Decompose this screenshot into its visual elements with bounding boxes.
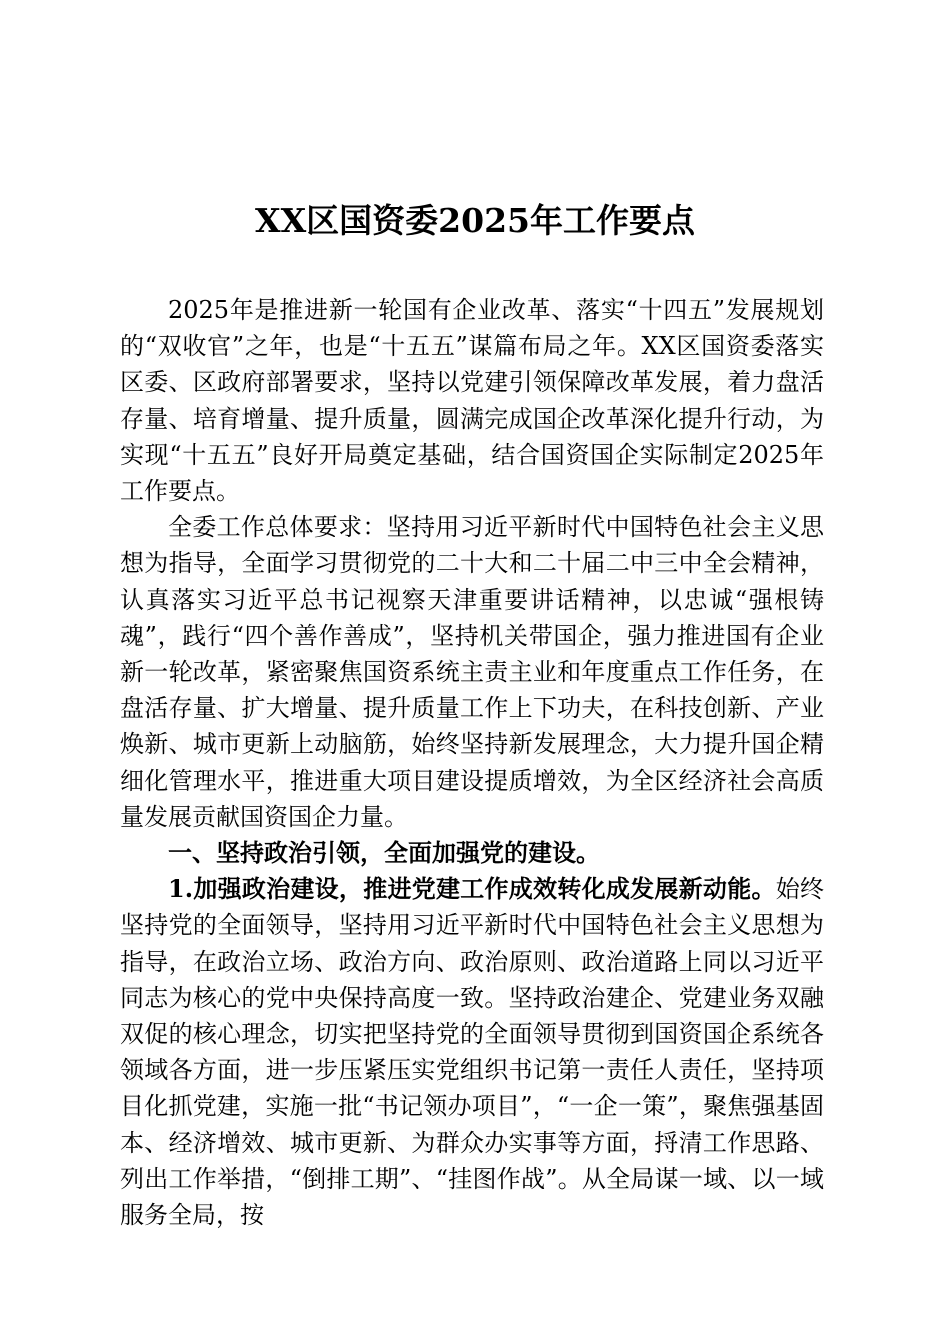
- document-body: [120, 292, 824, 1233]
- intro-paragraph: 2025年是推进新一轮国有企业改革、落实“十四五”发展规划的“双收官”之年，也是“十五五”谋篇布局之年。XX区国资委落实区委、区政府部署要求，坚持以党建引领保障改革发展，着力盘活存量、培育增量、提升质量，圆满完成国企改革深化提升行动，为实现“十五五”良好开局奠定基础，结合国资国企实际制定2025年工作要点。: [120, 296, 824, 506]
- general-requirements-paragraph: 全委工作总体要求：坚持用习近平新时代中国特色社会主义思想为指导，全面学习贯彻党的二十大和二十届二中三中全会精神，认真落实习近平总书记视察天津重要讲话精神，以忠诚“强根铸魂”，践行“四个善作善成”，坚持机关带国企，强力推进国有企业新一轮改革，紧密聚焦国资系统主责主业和年度重点工作任务，在盘活存量、扩大增量、提升质量工作上下功夫，在科技创新、产业焕新、城市更新上动脑筋，始终坚持新发展理念，大力提升国企精细化管理水平，推进重大项目建设提质增效，为全区经济社会高质量发展贡献国资国企力量。: [120, 513, 824, 831]
- item-1-lead: 1.加强政治建设，推进党建工作成效转化成发展新动能。: [168, 874, 776, 904]
- item-1-paragraph: [120, 871, 824, 1233]
- document-title: XX区国资委2025年工作要点: [254, 201, 696, 240]
- section-heading: 一、坚持政治引领，全面加强党的建设。: [168, 839, 600, 868]
- item-1-text: 始终坚持党的全面领导，坚持用习近平新时代中国特色社会主义思想为指导，在政治立场、政治方向、政治原则、政治道路上同以习近平同志为核心的党中央保持高度一致。坚持政治建企、党建业务双融双促的核心理念，切实把坚持党的全面领导贯彻到国资国企系统各领域各方面，进一步压紧压实党组织书记第一责任人责任，坚持项目化抓党建，实施一批“书记领办项目”，“一企一策”，聚焦强基固本、经济增效、城市更新、为群众办实事等方面，捋清工作思路、列出工作举措，“倒排工期”、“挂图作战”。从全局谋一域、以一域服务全局，按: [120, 875, 825, 1230]
